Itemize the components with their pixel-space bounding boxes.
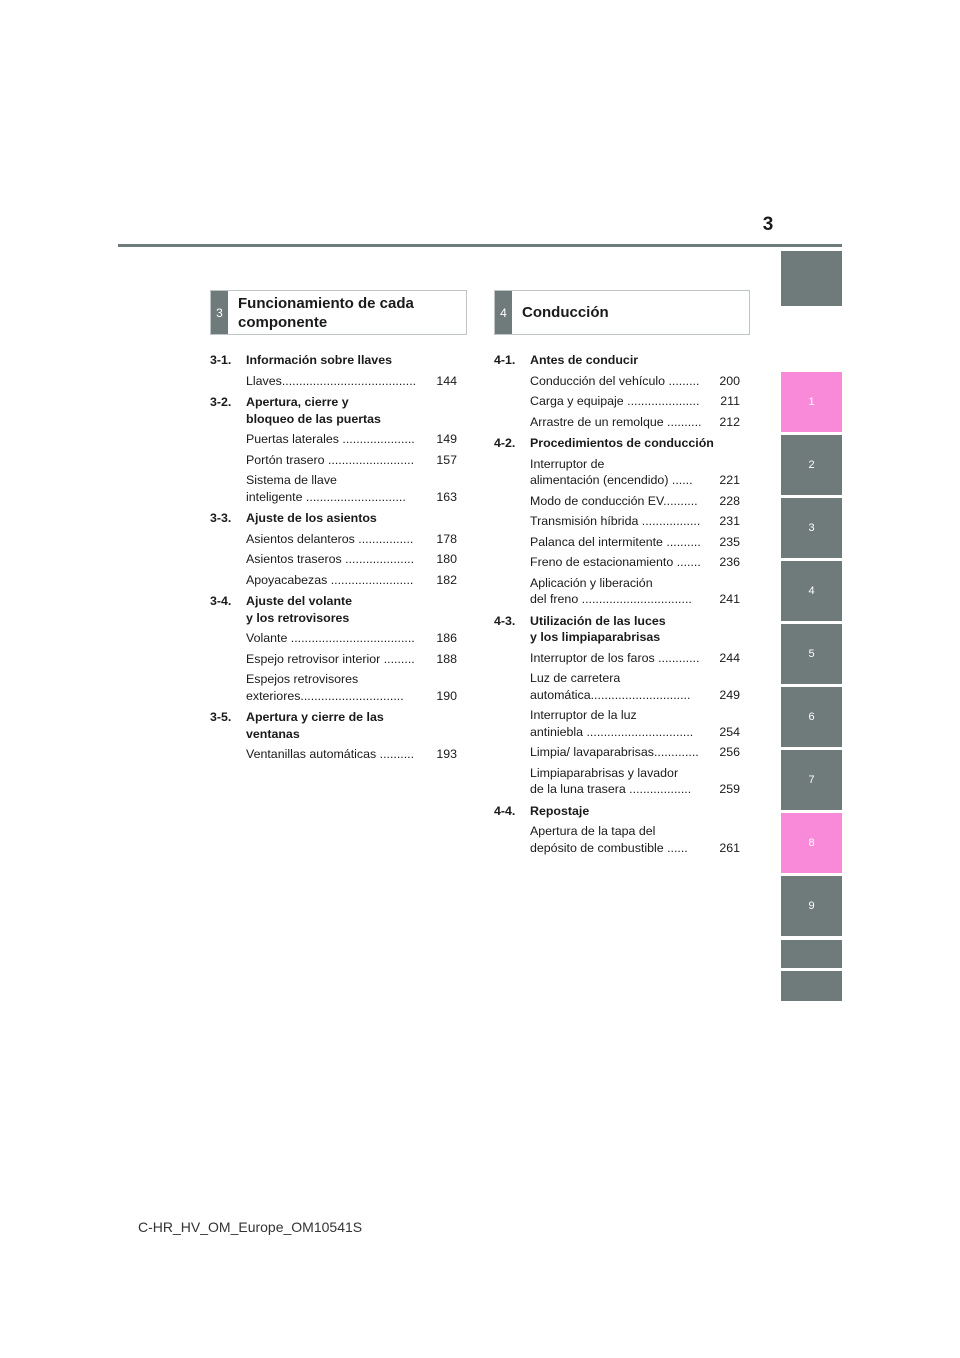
toc-entry[interactable] [246, 551, 457, 568]
toc-group-heading[interactable] [494, 803, 740, 820]
section-title: Funcionamiento de cada componente [238, 294, 414, 331]
toc-group-heading[interactable] [210, 394, 457, 427]
toc-entry-page: 200 [719, 373, 740, 388]
section-number-tab: 3 [211, 291, 228, 334]
toc-entry-page: 182 [436, 572, 457, 587]
toc-group-number: 3-2. [210, 395, 232, 409]
toc-column-4 [494, 352, 740, 861]
toc-entry[interactable] [530, 456, 740, 489]
toc-group-title: Apertura, cierre y bloqueo de las puertas [246, 395, 381, 426]
toc-entry-page: 236 [719, 555, 740, 569]
toc-entry-text: Asientos delanteros ................ [246, 531, 414, 546]
toc-group-number: 4-4. [494, 803, 516, 818]
toc-entry-text: Arrastre de un remolque .......... [530, 414, 702, 429]
toc-entry[interactable] [530, 493, 740, 510]
toc-group-title: Ajuste del volante y los retrovisores [246, 594, 353, 625]
toc-group-number: 4-1. [494, 353, 516, 367]
toc-group-title: Información sobre llaves [246, 353, 392, 367]
page-number: 3 [762, 214, 774, 235]
toc-entry[interactable] [246, 431, 457, 448]
toc-group [210, 593, 457, 704]
toc-group [210, 352, 457, 389]
thumb-tab-7[interactable]: 7 [781, 750, 842, 810]
thumb-tab[interactable] [781, 251, 842, 306]
toc-entry[interactable] [246, 373, 457, 390]
toc-group-heading[interactable] [210, 709, 457, 742]
thumb-tab-3[interactable]: 3 [781, 498, 842, 558]
toc-entry-page: 244 [719, 650, 740, 665]
toc-entry[interactable] [530, 414, 740, 431]
toc-group [494, 613, 740, 798]
toc-entry-page: 235 [719, 534, 740, 549]
toc-entry-page: 149 [436, 432, 457, 446]
toc-entry-text: Luz de carretera automática............................. [530, 671, 691, 702]
toc-entry-text: Limpia/ lavaparabrisas............. [530, 745, 699, 759]
toc-entry-page: 188 [436, 651, 457, 666]
toc-entry-text: Sistema de llave inteligente ............................. [246, 473, 406, 504]
section-number-tab: 4 [495, 291, 512, 334]
toc-group-number: 3-5. [210, 710, 232, 724]
toc-entry[interactable] [246, 651, 457, 668]
toc-entry-text: Aplicación y liberación del freno ................................ [530, 575, 692, 606]
thumb-tab-1[interactable]: 1 [781, 372, 842, 432]
thumb-tab-9[interactable]: 9 [781, 876, 842, 936]
toc-entry-text: Interruptor de la luz antiniebla ............................... [530, 708, 694, 739]
toc-group [494, 803, 740, 857]
toc-group-title: Apertura y cierre de las ventanas [246, 710, 384, 741]
toc-entry-text: Ventanillas automáticas .......... [246, 747, 415, 761]
toc-group-title: Repostaje [530, 803, 590, 818]
toc-entry[interactable] [530, 823, 740, 856]
toc-entry-text: Espejo retrovisor interior ......... [246, 651, 415, 666]
toc-entry-text: Volante .................................... [246, 631, 415, 645]
thumb-tab[interactable] [781, 971, 842, 1001]
toc-entry-page: 231 [719, 514, 740, 528]
toc-entry-page: 259 [719, 782, 740, 796]
toc-group-number: 3-1. [210, 353, 232, 367]
toc-group-title: Ajuste de los asientos [246, 511, 377, 525]
toc-group [210, 709, 457, 763]
toc-entry[interactable] [530, 513, 740, 530]
toc-entry-page: 249 [719, 687, 740, 702]
toc-entry-page: 190 [436, 688, 457, 703]
toc-entry[interactable] [246, 630, 457, 647]
toc-entry-text: Transmisión híbrida ................. [530, 514, 701, 528]
header-rule [118, 244, 842, 247]
toc-entry-text: Limpiaparabrisas y lavador de la luna trasera .................. [530, 765, 692, 796]
toc-group-heading[interactable] [494, 352, 740, 369]
toc-entry-text: Asientos traseros .................... [246, 552, 415, 566]
toc-entry[interactable] [530, 765, 740, 798]
toc-entry-page: 221 [719, 473, 740, 487]
toc-entry[interactable] [530, 707, 740, 740]
toc-entry-page: 261 [719, 840, 740, 855]
document-footer: C-HR_HV_OM_Europe_OM10541S [138, 1219, 363, 1235]
section-header-3 [210, 290, 467, 335]
toc-entry[interactable] [246, 452, 457, 469]
toc-entry[interactable] [246, 572, 457, 589]
toc-group [210, 394, 457, 505]
thumb-tab-5[interactable]: 5 [781, 624, 842, 684]
toc-column-3 [210, 352, 457, 768]
toc-entry-text: Apoyacabezas ........................ [246, 572, 414, 587]
toc-entry-text: Llaves....................................... [246, 373, 417, 388]
toc-entry-page: 193 [436, 747, 457, 761]
toc-group-number: 3-4. [210, 594, 232, 608]
toc-entry-text: Freno de estacionamiento ....... [530, 555, 701, 569]
toc-entry[interactable] [530, 373, 740, 390]
thumb-tab-4[interactable]: 4 [781, 561, 842, 621]
toc-group-title: Procedimientos de conducción [530, 436, 714, 450]
section-header-4 [494, 290, 750, 335]
toc-group-heading[interactable] [494, 613, 740, 646]
toc-group-heading[interactable] [210, 510, 457, 527]
toc-entry-page: 254 [719, 724, 740, 739]
toc-group-number: 3-3. [210, 511, 232, 525]
toc-entry-page: 163 [436, 489, 457, 504]
toc-entry-text: Conducción del vehículo ......... [530, 373, 700, 388]
toc-entry[interactable] [530, 670, 740, 703]
toc-group-title: Antes de conducir [530, 353, 639, 367]
toc-group-number: 4-2. [494, 436, 516, 450]
toc-group-title: Utilización de las luces y los limpiaparabrisas [530, 613, 666, 644]
toc-entry-text: Carga y equipaje ..................... [530, 394, 700, 408]
toc-entry-page: 186 [436, 631, 457, 645]
toc-entry-text: Espejos retrovisores exteriores.............................. [246, 672, 404, 703]
toc-entry-text: Palanca del intermitente .......... [530, 534, 701, 549]
toc-entry-text: Modo de conducción EV.......... [530, 493, 698, 508]
toc-entry-page: 178 [436, 531, 457, 546]
toc-entry[interactable] [530, 554, 740, 571]
toc-entry[interactable] [246, 531, 457, 548]
thumb-tab-6[interactable]: 6 [781, 687, 842, 747]
toc-entry-page: 144 [436, 373, 457, 388]
toc-entry[interactable] [530, 650, 740, 667]
toc-group [494, 352, 740, 430]
toc-entry-text: Puertas laterales ..................... [246, 432, 415, 446]
toc-entry[interactable] [530, 393, 740, 410]
thumb-tab-8[interactable]: 8 [781, 813, 842, 873]
toc-entry-page: 241 [719, 592, 740, 606]
toc-group-heading[interactable] [210, 593, 457, 626]
toc-entry-page: 228 [719, 493, 740, 508]
toc-group-heading[interactable] [494, 435, 740, 452]
toc-entry-text: Apertura de la tapa del depósito de combustible ...... [530, 824, 688, 855]
toc-entry-text: Interruptor de alimentación (encendido) ...... [530, 456, 693, 487]
toc-entry-page: 256 [719, 745, 740, 759]
toc-entry[interactable] [246, 472, 457, 505]
toc-entry[interactable] [530, 575, 740, 608]
toc-entry-text: Portón trasero ......................... [246, 452, 415, 467]
thumb-tab[interactable] [781, 940, 842, 968]
toc-entry[interactable] [246, 746, 457, 763]
section-title: Conducción [522, 304, 609, 321]
toc-entry[interactable] [530, 534, 740, 551]
thumb-tabs [781, 0, 842, 1358]
toc-entry-page: 212 [719, 414, 740, 429]
toc-entry-page: 180 [436, 552, 457, 566]
toc-group-number: 4-3. [494, 613, 516, 628]
toc-entry-page: 211 [720, 394, 740, 408]
toc-entry[interactable] [246, 671, 457, 704]
toc-group-heading[interactable] [210, 352, 457, 369]
toc-entry[interactable] [530, 744, 740, 761]
toc-entry-text: Interruptor de los faros ............ [530, 650, 700, 665]
toc-entry-page: 157 [436, 452, 457, 467]
toc-group [494, 435, 740, 608]
toc-group [210, 510, 457, 588]
thumb-tab-2[interactable]: 2 [781, 435, 842, 495]
